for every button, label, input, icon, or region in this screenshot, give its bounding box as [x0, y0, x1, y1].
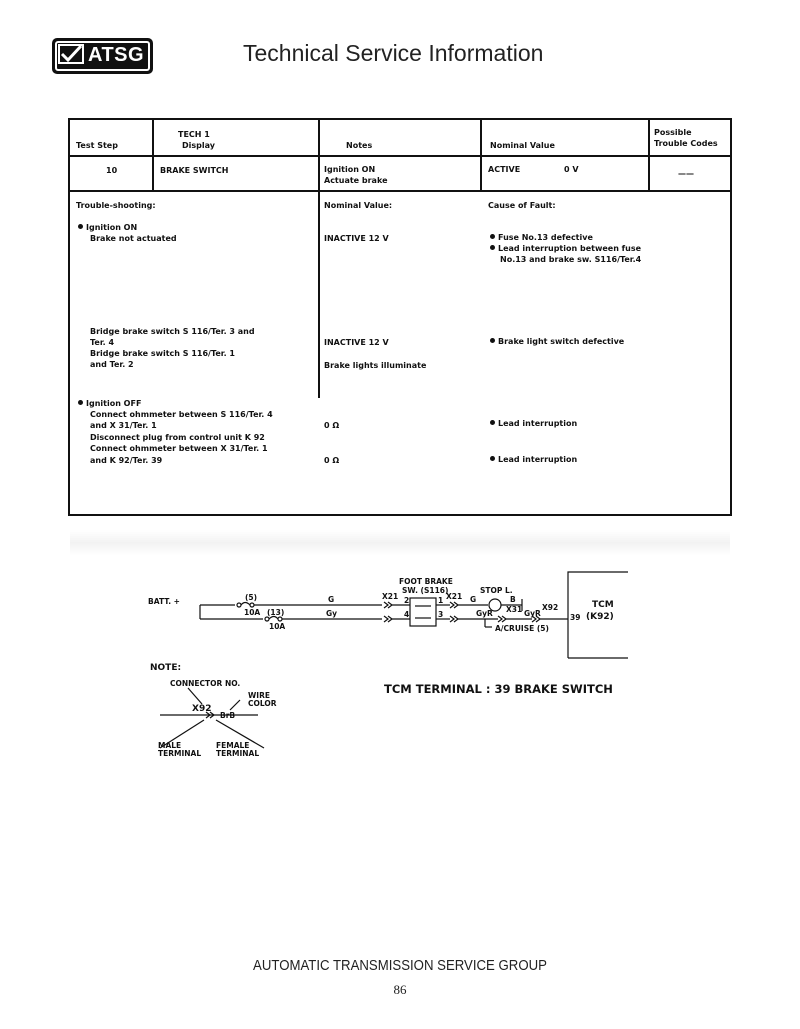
- ts-cause: Lead interruption: [490, 418, 577, 429]
- row-nominal-volt: 0 V: [564, 165, 579, 174]
- row-notes-1: Ignition ON: [324, 165, 376, 174]
- ts-step-line: Disconnect plug from control unit K 92: [90, 433, 265, 442]
- wire-label: BATT. +: [148, 597, 180, 606]
- wire-label: X31: [506, 605, 523, 614]
- bullet-icon: [490, 420, 495, 425]
- note-label: TERMINAL: [158, 749, 202, 758]
- diagnostic-table: [68, 118, 732, 516]
- row-notes-2: Actuate brake: [324, 176, 388, 185]
- header-nominal: Nominal Value: [490, 141, 555, 150]
- checkmark-icon: [58, 43, 84, 65]
- ts-nominal-value: INACTIVE 12 V: [324, 338, 389, 347]
- wire-label: 10A: [244, 608, 261, 617]
- note-label: COLOR: [248, 699, 277, 708]
- note-label: FEMALE: [216, 741, 250, 750]
- bullet-icon: [490, 245, 495, 250]
- ts-step-line: Connect ohmmeter between X 31/Ter. 1: [90, 444, 268, 453]
- ts-cause: Brake light switch defective: [490, 336, 624, 347]
- tcm-label: TCM: [592, 600, 614, 610]
- wire-label: 4: [404, 610, 410, 619]
- ts-step-line: and X 31/Ter. 1: [90, 421, 157, 430]
- ts-step-line: Brake not actuated: [90, 234, 177, 243]
- wire-label: 1: [438, 596, 444, 605]
- bullet-icon: [78, 224, 83, 229]
- row-display: BRAKE SWITCH: [160, 166, 229, 175]
- header-codes-1: Possible: [654, 128, 692, 137]
- header-display-1: TECH 1: [178, 130, 210, 139]
- note-label: BrB: [220, 711, 236, 720]
- header-codes-2: Trouble Codes: [654, 139, 718, 148]
- header-display-2: Display: [182, 141, 215, 150]
- ts-nominal-value: 0 Ω: [324, 421, 340, 430]
- ts-step-line: and K 92/Ter. 39: [90, 456, 163, 465]
- ts-nominal-value: Brake lights illuminate: [324, 361, 427, 370]
- wire-label: 3: [438, 610, 444, 619]
- wire-label: GyR: [476, 609, 493, 618]
- wire-label: 2: [404, 596, 410, 605]
- wire-label: SW. (S116): [402, 586, 449, 595]
- ts-nominal-header: Nominal Value:: [324, 201, 393, 210]
- ts-nominal-value: 0 Ω: [324, 456, 340, 465]
- tcm-label: (K92): [586, 612, 614, 622]
- wire-label: GyR: [524, 609, 541, 618]
- logo-text: ATSG: [88, 44, 145, 66]
- scan-artifact: [70, 530, 730, 556]
- wire-label: 39: [570, 613, 581, 622]
- note-label: WIRE: [248, 691, 270, 700]
- wire-label: Gy: [326, 609, 338, 618]
- wire-label: X21: [382, 592, 399, 601]
- wiring-diagram: [140, 562, 640, 672]
- note-legend: [140, 660, 320, 770]
- note-title: NOTE:: [150, 663, 182, 673]
- row-codes: ——: [678, 169, 694, 178]
- ts-step-line: Ter. 4: [90, 338, 115, 347]
- ts-step-line: Connect ohmmeter between S 116/Ter. 4: [90, 410, 273, 419]
- wire-label: (5): [245, 593, 258, 602]
- ts-step-line: and Ter. 2: [90, 360, 134, 369]
- note-label: TERMINAL: [216, 749, 260, 758]
- tcm-terminal-caption: TCM TERMINAL : 39 BRAKE SWITCH: [384, 682, 613, 696]
- header-notes: Notes: [346, 141, 373, 150]
- ts-cause: Lead interruption between fuse: [490, 243, 641, 254]
- wire-label: STOP L.: [480, 586, 513, 595]
- ts-step-line: Ignition OFF: [78, 398, 141, 409]
- wire-label: B: [510, 595, 516, 604]
- page-number: 86: [393, 982, 407, 997]
- wire-label: (13): [267, 608, 285, 617]
- bullet-icon: [490, 456, 495, 461]
- page-title: Technical Service Information: [243, 40, 544, 66]
- note-label: MALE: [158, 741, 182, 750]
- ts-step-line: Ignition ON: [78, 222, 137, 233]
- row-step: 10: [106, 166, 118, 175]
- ts-nominal-value: INACTIVE 12 V: [324, 234, 389, 243]
- ts-trouble-header: Trouble-shooting:: [76, 201, 156, 210]
- ts-step-line: Bridge brake switch S 116/Ter. 1: [90, 349, 235, 358]
- note-label: X92: [192, 704, 212, 714]
- wire-label: G: [470, 595, 477, 604]
- wire-label: 10A: [269, 622, 286, 631]
- wire-label: FOOT BRAKE: [399, 577, 453, 586]
- bullet-icon: [78, 400, 83, 405]
- atsg-logo: [52, 38, 153, 74]
- wire-label: X92: [542, 603, 559, 612]
- note-label: CONNECTOR NO.: [170, 679, 241, 688]
- wire-label: X21: [446, 592, 463, 601]
- bullet-icon: [490, 234, 495, 239]
- footer-organization: AUTOMATIC TRANSMISSION SERVICE GROUP: [253, 957, 547, 974]
- header-test-step: Test Step: [76, 141, 118, 150]
- wire-label: A/CRUISE (5): [495, 624, 549, 633]
- wire-label: G: [328, 595, 335, 604]
- ts-cause-header: Cause of Fault:: [488, 201, 556, 210]
- ts-step-line: Bridge brake switch S 116/Ter. 3 and: [90, 327, 255, 336]
- bullet-icon: [490, 338, 495, 343]
- ts-cause: No.13 and brake sw. S116/Ter.4: [500, 255, 642, 264]
- row-nominal-state: ACTIVE: [488, 165, 521, 174]
- ts-cause: Fuse No.13 defective: [490, 232, 593, 243]
- ts-cause: Lead interruption: [490, 454, 577, 465]
